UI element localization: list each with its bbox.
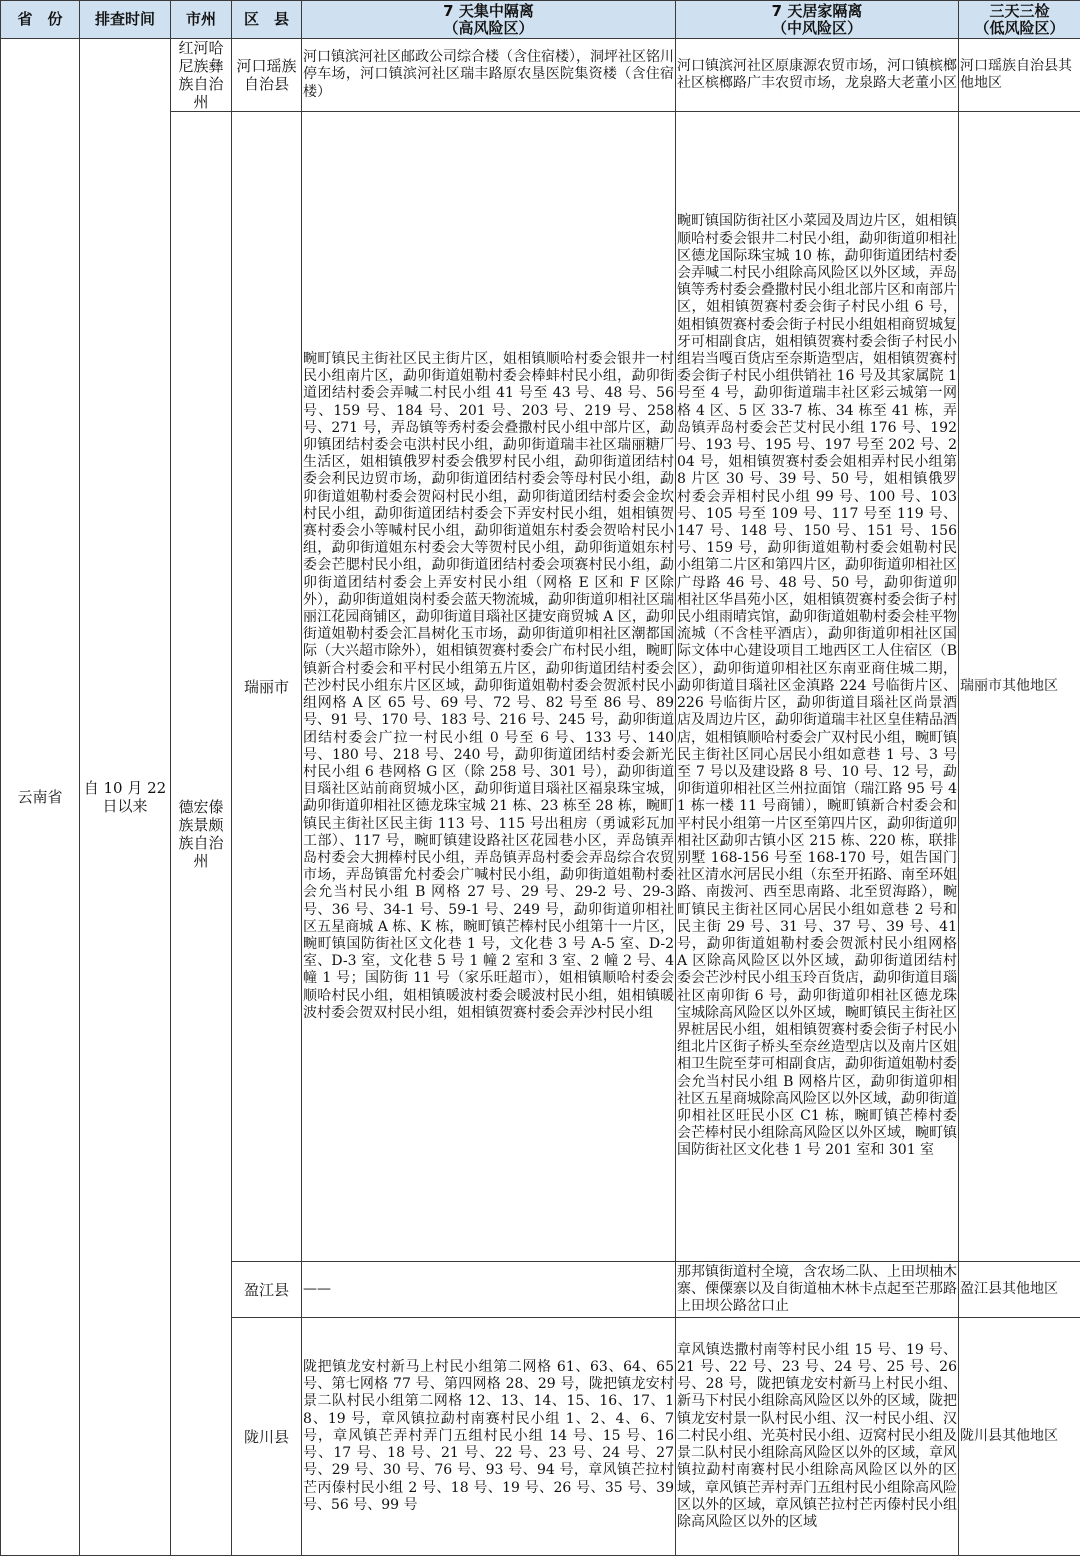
header-row bbox=[1, 1, 1080, 39]
county-cell-yingjiang: 盈江县 bbox=[232, 1262, 302, 1318]
header-mid-risk bbox=[676, 1, 959, 39]
mid-risk-hekou: 河口镇滨河社区原康源农贸市场，河口镇槟榔社区槟榔路广丰农贸市场，龙泉路大老董小区 bbox=[676, 39, 959, 112]
header-low-line1: 三天三检 bbox=[989, 1, 1050, 20]
row-hekou bbox=[1, 39, 1080, 112]
county-cell-hekou: 河口瑶族自治县 bbox=[232, 39, 302, 112]
header-city: 市州 bbox=[171, 1, 232, 39]
province-cell: 云南省 bbox=[1, 39, 80, 1556]
mid-risk-longchuan: 章风镇迭撒村南等村民小组 15 号、19 号、21 号、22 号、23 号、24 号、25 号、26 号、28 号，陇把镇龙安村新马上村民小组、新马下村民小组除高风险区以外的区域，陇把镇龙安村景一队村民小组、汉一村民小组、汉二村民小组、光英村民小组、迈窝村民小组及景二队村民小组除高风险区以外的区域，章风镇拉勐村南赛村民小组除高风险区以外的区域，章风镇芒弄村弄门五组村民小组除高风险区以外的区域，章风镇芒拉村芒丙傣村民小组除高风险区以外的区域 bbox=[676, 1318, 959, 1556]
county-cell-ruili: 瑞丽市 bbox=[232, 112, 302, 1262]
county-cell-longchuan: 陇川县 bbox=[232, 1318, 302, 1556]
city-cell-dehong: 德宏傣族景颇族自治州 bbox=[171, 112, 232, 1556]
low-risk-ruili: 瑞丽市其他地区 bbox=[959, 112, 1080, 1262]
header-high-line1: 7 天集中隔离 bbox=[443, 1, 534, 20]
time-cell: 自 10 月 22 日以来 bbox=[80, 39, 171, 1556]
header-high-line2: （高风险区） bbox=[443, 18, 534, 37]
header-county: 区 县 bbox=[232, 1, 302, 39]
high-risk-yingjiang: —— bbox=[302, 1262, 676, 1318]
header-low-risk bbox=[959, 1, 1080, 39]
low-risk-yingjiang: 盈江县其他地区 bbox=[959, 1262, 1080, 1318]
city-cell-honghe: 红河哈尼族彝族自治州 bbox=[171, 39, 232, 112]
header-mid-line2: （中风险区） bbox=[771, 18, 862, 37]
low-risk-hekou: 河口瑶族自治县其他地区 bbox=[959, 39, 1080, 112]
mid-risk-yingjiang: 那邦镇街道村全境，含农场二队、上田坝柚木寨、傈僳寨以及自街道柚木林卡点起至芒那路上田坝公路岔口止 bbox=[676, 1262, 959, 1318]
high-risk-longchuan: 陇把镇龙安村新马上村民小组第二网格 61、63、64、65 号、第七网格 77 号、第四网格 28、29 号，陇把镇龙安村景二队村民小组第二网格 12、13、14、15、16、17、18、19 号，章风镇拉勐村南赛村民小组 1、2、4、6、7 号，章风镇芒弄村弄门五组村民小组 14 号、15 号、16 号、17 号、18 号、21 号、22 号、23 号、24 号、27 号、29 号、30 号、76 号、93 号、94 号，章风镇芒拉村芒丙傣村民小组 2 号、18 号、19 号、26 号、35 号、39 号、56 号、99 号 bbox=[302, 1318, 676, 1556]
high-risk-hekou: 河口镇滨河社区邮政公司综合楼（含住宿楼），洞坪社区铭川停车场，河口镇滨河社区瑞丰路原农垦医院集资楼（含住宿楼） bbox=[302, 39, 676, 112]
high-risk-ruili: 畹町镇民主街社区民主街片区，姐相镇顺哈村委会银井一村民小组南片区，勐卯街道姐勒村委会棒蚌村民小组，勐卯街道团结村委会弄喊二村民小组 41 号至 43 号、48 号、56 号、159 号、184 号、201 号、203 号、219 号、258 号、271 号，弄岛镇等秀村委会叠撒村民小组中部片区，勐卯镇团结村委会屯洪村民小组，勐卯街道瑞丰社区瑞丽糖厂生活区，姐相镇俄罗村委会俄罗村民小组，勐卯街道团结村委会利民边贸市场，勐卯街道团结村委会等母村民小组，勐卯街道姐勒村委会贺闷村民小组，勐卯街道团结村委会金坎村民小组，勐卯街道团结村委会下弄安村民小组，姐相镇贺赛村委会小等喊村民小组，勐卯街道姐东村委会贺哈村民小组，勐卯街道姐东村委会大等贺村民小组，勐卯街道姐东村委会芒腮村民小组，勐卯街道团结村委会项赛村民小组，勐卯街道团结村委会上弄安村民小组（网格 E 区和 F 区除外），勐卯街道姐岗村委会蓝天物流城，勐卯街道卯相社区瑞丽江花园商铺区，勐卯街道目瑙社区捷安商贸城 A 区，勐卯街道姐勒村委会汇昌树化玉市场，勐卯街道卯相社区潮都国际（大兴超市除外），姐相镇贺赛村委会广布村民小组，畹町镇新合村委会和平村民小组第五片区，勐卯街道团结村委会芒沙村民小组东片区区域，勐卯街道姐勒村委会贺派村民小组网格 A 区 65 号、69 号、72 号、82 号至 86 号、89 号、91 号、170 号、183 号、216 号、245 号，勐卯街道团结村委会广拉一村民小组 0 号至 6 号、133 号、140 号、180 号、218 号、240 号，勐卯街道团结村委会新光村民小组 6 巷网格 G 区（除 258 号、301 号），勐卯街道目瑙社区站前商贸城小区，勐卯街道目瑙社区福泉珠宝城，勐卯街道卯相社区德龙珠宝城 21 栋、23 栋至 28 栋，畹町镇民主街社区民主街 113 号、115 号出租房（勇诚彩瓦加工部）、117 号，畹町镇建设路社区花园巷小区，弄岛镇弄岛村委会大拥棒村民小组，弄岛镇弄岛村委会弄岛综合农贸市场，弄岛镇雷允村委会广喊村民小组，勐卯街道姐勒村委会允当村民小组 B 网格 27 号、29 号、29-2 号、29-3 号、36 号、34-1 号、59-1 号、249 号，勐卯街道卯相社区五星商城 A 栋、K 栋，畹町镇芒棒村民小组第十一片区，畹町镇国防街社区文化巷 1 号，文化巷 3 号 A-5 室、D-2 室、D-3 室，文化巷 5 号 1 幢 2 室和 3 室、2 幢 2 号、4 幢 1 号；国防街 11 号（家乐旺超市），姐相镇顺哈村委会顺哈村民小组，姐相镇暖波村委会暖波村民小组，姐相镇暖波村委会贺双村民小组，姐相镇贺赛村委会弄沙村民小组 bbox=[302, 112, 676, 1262]
header-mid-line1: 7 天居家隔离 bbox=[771, 1, 863, 20]
header-time: 排查时间 bbox=[80, 1, 171, 39]
header-low-line2: （低风险区） bbox=[974, 18, 1065, 37]
header-province: 省 份 bbox=[1, 1, 80, 39]
mid-risk-ruili: 畹町镇国防街社区小菜园及周边片区，姐相镇顺哈村委会银井二村民小组，勐卯街道卯相社区德龙国际珠宝城 10 栋，勐卯街道团结村委会弄喊二村民小组除高风险区以外区域，弄岛镇等秀村委会叠撒村民小组北部片区和南部片区，姐相镇贺赛村委会街子村民小组 6 号，姐相镇贺赛村委会街子村民小组姐相商贸城复牙可相副食店，姐相镇贺赛村委会街子村民小组岩当嘎百货店至奈斯造型店，姐相镇贺赛村委会街子村民小组供销社 16 号及其家属院 1 号至 4 号，勐卯街道瑞丰社区彩云城第一网格 4 区、5 区 33-7 栋、34 栋至 41 栋，弄岛镇弄岛村委会芒艾村民小组 176 号、192 号、193 号、195 号、197 号至 202 号、204 号，姐相镇贺赛村委会姐相弄村民小组第 8 片区 30 号、39 号、50 号，姐相镇俄罗村委会弄相村民小组 99 号、100 号、103 号、105 号至 109 号、117 号至 119 号、147 号、148 号、150 号、151 号、156 号、159 号，勐卯街道姐勒村委会姐勒村民小组第二片区和第四片区，勐卯街道卯相社区广母路 46 号、48 号、50 号，勐卯街道卯相社区华昌苑小区，姐相镇贺赛村委会街子村民小组雨晴宾馆，勐卯街道姐勒村委会桂平物流城（不含桂平酒店），勐卯街道卯相社区国际文体中心建设项目工地西区工人住宿区（B 区），勐卯街道卯相社区东南亚商住城二期，勐卯街道目瑙社区金滇路 224 号临街片区、226 号临街片区，勐卯街道目瑙社区尚景酒店及周边片区，勐卯街道瑞丰社区皇佳精品酒店，姐相镇顺哈村委会广双村民小组，畹町镇民主街社区同心居民小组如意巷 1 号、3 号至 7 号以及建设路 8 号、10 号、12 号，勐卯街道卯相社区兰州拉面馆（瑞江路 95 号 41 栋一楼 11 号商铺），畹町镇新合村委会和平村民小组第一片区至第四片区，勐卯街道卯相社区勐卯古镇小区 215 栋、220 栋，联排别墅 168-156 号至 168-170 号，姐告国门社区清水河居民小组（东至开拓路、南至环姐路、南拨河、西至思南路、北至贸海路），畹町镇民主街社区同心居民小组如意巷 2 号和民主街 29 号、31 号、37 号、39 号、41 号，勐卯街道姐勒村委会贺派村民小组网格 A 区除高风险区以外区域，勐卯街道团结村委会芒沙村民小组玉玲百货店，勐卯街道目瑙社区南卯街 6 号，勐卯街道卯相社区德龙珠宝城除高风险区以外区域，畹町镇民主街社区界桩居民小组，姐相镇贺赛村委会街子村民小组北片区街子桥头至奈丝造型店以及南片区姐相卫生院至芽可相副食店，勐卯街道姐勒村委会允当村民小组 B 网格片区，勐卯街道卯相社区五星商城除高风险区以外区域，勐卯街道卯相社区旺民小区 C1 栋，畹町镇芒棒村委会芒棒村民小组除高风险区以外区域，畹町镇国防街社区文化巷 1 号 201 室和 301 室 bbox=[676, 112, 959, 1262]
low-risk-longchuan: 陇川县其他地区 bbox=[959, 1318, 1080, 1556]
header-high-risk bbox=[302, 1, 676, 39]
